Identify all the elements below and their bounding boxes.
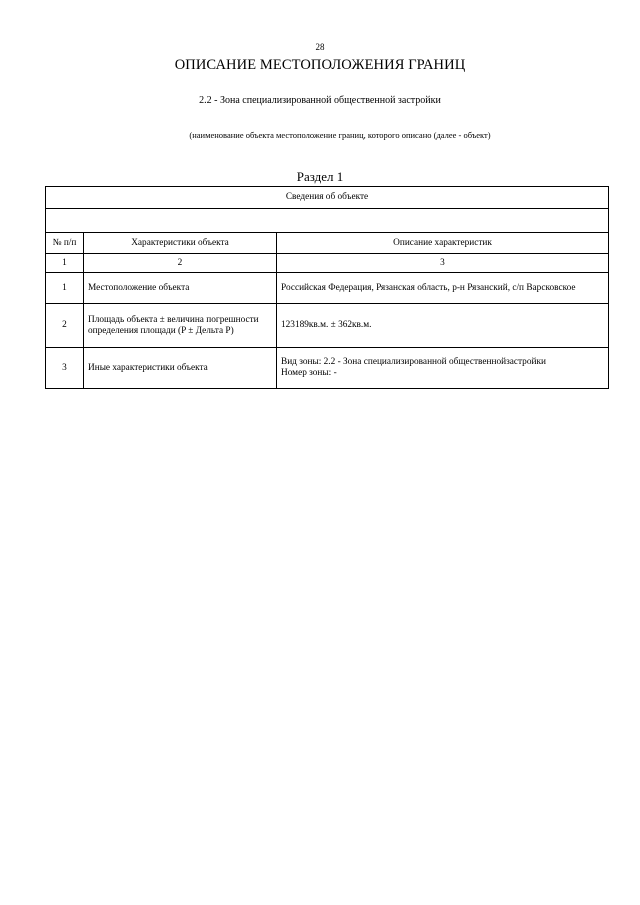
- document-title: ОПИСАНИЕ МЕСТОПОЛОЖЕНИЯ ГРАНИЦ: [174, 57, 466, 73]
- section-title: Раздел 1: [296, 169, 344, 184]
- table-row: [46, 273, 609, 304]
- column-number-1: 1: [46, 254, 84, 273]
- row-description: Российская Федерация, Рязанская область, р-н Рязанский, с/п Варсковское: [277, 273, 609, 304]
- column-number-2: 2: [84, 254, 277, 273]
- table-empty-row: [46, 209, 609, 233]
- column-header-characteristic: Характеристики объекта: [84, 233, 277, 254]
- page-number: 28: [315, 42, 325, 52]
- column-header-description: Описание характеристик: [277, 233, 609, 254]
- table-heading-row: [46, 187, 609, 209]
- object-info-table: [45, 186, 609, 389]
- row-description: Вид зоны: 2.2 - Зона специализированной общественнойзастройки Номер зоны: -: [277, 348, 609, 389]
- row-number: 1: [46, 273, 84, 304]
- table-row: [46, 304, 609, 348]
- table-heading: Сведения об объекте: [46, 187, 609, 209]
- column-header-number: № п/п: [46, 233, 84, 254]
- column-header-row: [46, 233, 609, 254]
- row-characteristic: Площадь объекта ± величина погрешности определения площади (P ± Дельта P): [84, 304, 277, 348]
- row-number: 3: [46, 348, 84, 389]
- row-characteristic: Иные характеристики объекта: [84, 348, 277, 389]
- object-name: 2.2 - Зона специализированной общественной застройки: [199, 95, 441, 106]
- column-number-3: 3: [277, 254, 609, 273]
- column-number-row: [46, 254, 609, 273]
- row-description: 123189кв.м. ± 362кв.м.: [277, 304, 609, 348]
- row-characteristic: Местоположение объекта: [84, 273, 277, 304]
- empty-cell: [46, 209, 609, 233]
- object-name-caption: (наименование объекта местоположение границ, которого описано (далее - объект): [189, 130, 491, 140]
- row-number: 2: [46, 304, 84, 348]
- table-row: [46, 348, 609, 389]
